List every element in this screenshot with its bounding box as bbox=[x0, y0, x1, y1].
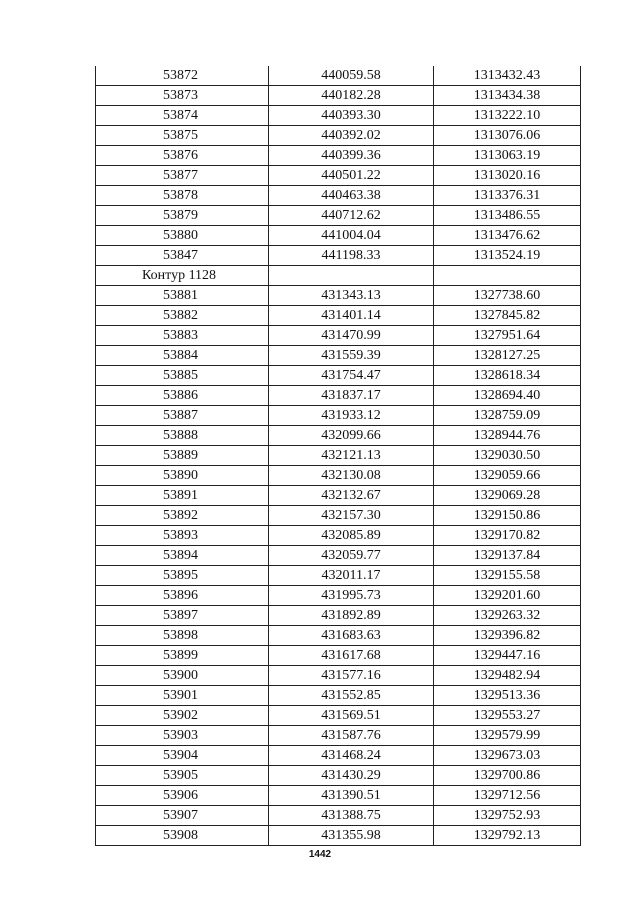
coordinates-table bbox=[95, 66, 581, 846]
point-id-cell: 53908 bbox=[96, 826, 269, 846]
point-id-cell: 53872 bbox=[96, 66, 269, 86]
table-row bbox=[96, 586, 581, 606]
x-coordinate-cell: 440399.36 bbox=[269, 146, 434, 166]
table-row bbox=[96, 606, 581, 626]
table-row bbox=[96, 626, 581, 646]
point-id-cell: 53892 bbox=[96, 506, 269, 526]
y-coordinate-cell: 1329263.32 bbox=[434, 606, 581, 626]
table-row bbox=[96, 306, 581, 326]
y-coordinate-cell: 1313524.19 bbox=[434, 246, 581, 266]
x-coordinate-cell: 431837.17 bbox=[269, 386, 434, 406]
table-row bbox=[96, 746, 581, 766]
point-id-cell: 53889 bbox=[96, 446, 269, 466]
table-row bbox=[96, 686, 581, 706]
table-row bbox=[96, 166, 581, 186]
y-coordinate-cell: 1329137.84 bbox=[434, 546, 581, 566]
table-row bbox=[96, 106, 581, 126]
table-row bbox=[96, 546, 581, 566]
y-coordinate-cell: 1313476.62 bbox=[434, 226, 581, 246]
y-coordinate-cell: 1329069.28 bbox=[434, 486, 581, 506]
x-coordinate-cell: 431355.98 bbox=[269, 826, 434, 846]
table-row bbox=[96, 226, 581, 246]
y-coordinate-cell: 1313434.38 bbox=[434, 86, 581, 106]
y-coordinate-cell: 1313020.16 bbox=[434, 166, 581, 186]
table-row bbox=[96, 706, 581, 726]
point-id-cell: 53893 bbox=[96, 526, 269, 546]
x-coordinate-cell: 431470.99 bbox=[269, 326, 434, 346]
point-id-cell: 53875 bbox=[96, 126, 269, 146]
point-id-cell: 53891 bbox=[96, 486, 269, 506]
point-id-cell: 53890 bbox=[96, 466, 269, 486]
table-row bbox=[96, 566, 581, 586]
point-id-cell: 53895 bbox=[96, 566, 269, 586]
y-coordinate-cell: 1329030.50 bbox=[434, 446, 581, 466]
table-row bbox=[96, 726, 581, 746]
y-coordinate-cell: 1329201.60 bbox=[434, 586, 581, 606]
x-coordinate-cell: 432059.77 bbox=[269, 546, 434, 566]
point-id-cell: 53899 bbox=[96, 646, 269, 666]
table-row bbox=[96, 446, 581, 466]
y-coordinate-cell: 1313486.55 bbox=[434, 206, 581, 226]
table-row bbox=[96, 126, 581, 146]
table-row bbox=[96, 146, 581, 166]
y-coordinate-cell: 1329170.82 bbox=[434, 526, 581, 546]
x-coordinate-cell: 431401.14 bbox=[269, 306, 434, 326]
y-coordinate-cell: 1329752.93 bbox=[434, 806, 581, 826]
x-coordinate-cell: 431587.76 bbox=[269, 726, 434, 746]
y-coordinate-cell: 1328694.40 bbox=[434, 386, 581, 406]
x-coordinate-cell: 440393.30 bbox=[269, 106, 434, 126]
contour-header-row bbox=[96, 266, 581, 286]
x-coordinate-cell: 431559.39 bbox=[269, 346, 434, 366]
x-coordinate-cell: 440392.02 bbox=[269, 126, 434, 146]
point-id-cell: 53873 bbox=[96, 86, 269, 106]
x-coordinate-cell: 432099.66 bbox=[269, 426, 434, 446]
y-coordinate-cell: 1328127.25 bbox=[434, 346, 581, 366]
point-id-cell: 53901 bbox=[96, 686, 269, 706]
table-row bbox=[96, 66, 581, 86]
table-row bbox=[96, 806, 581, 826]
y-coordinate-cell: 1329673.03 bbox=[434, 746, 581, 766]
table-row bbox=[96, 246, 581, 266]
point-id-cell: 53885 bbox=[96, 366, 269, 386]
y-coordinate-cell: 1329447.16 bbox=[434, 646, 581, 666]
y-coordinate-cell: 1313222.10 bbox=[434, 106, 581, 126]
table-row bbox=[96, 466, 581, 486]
x-coordinate-cell: 431552.85 bbox=[269, 686, 434, 706]
y-coordinate-cell: 1313432.43 bbox=[434, 66, 581, 86]
point-id-cell: 53877 bbox=[96, 166, 269, 186]
y-coordinate-cell: 1327738.60 bbox=[434, 286, 581, 306]
y-coordinate-cell: 1327951.64 bbox=[434, 326, 581, 346]
point-id-cell: 53884 bbox=[96, 346, 269, 366]
x-coordinate-cell: 431388.75 bbox=[269, 806, 434, 826]
y-coordinate-cell: 1329700.86 bbox=[434, 766, 581, 786]
coordinates-table-body bbox=[96, 66, 581, 846]
x-coordinate-cell: 432130.08 bbox=[269, 466, 434, 486]
y-coordinate-cell bbox=[434, 266, 581, 286]
table-row bbox=[96, 346, 581, 366]
x-coordinate-cell: 431577.16 bbox=[269, 666, 434, 686]
x-coordinate-cell: 431995.73 bbox=[269, 586, 434, 606]
point-id-cell: 53896 bbox=[96, 586, 269, 606]
x-coordinate-cell: 431892.89 bbox=[269, 606, 434, 626]
y-coordinate-cell: 1313076.06 bbox=[434, 126, 581, 146]
y-coordinate-cell: 1329150.86 bbox=[434, 506, 581, 526]
x-coordinate-cell: 431617.68 bbox=[269, 646, 434, 666]
table-row bbox=[96, 406, 581, 426]
point-id-cell: 53902 bbox=[96, 706, 269, 726]
point-id-cell: 53897 bbox=[96, 606, 269, 626]
y-coordinate-cell: 1327845.82 bbox=[434, 306, 581, 326]
y-coordinate-cell: 1329712.56 bbox=[434, 786, 581, 806]
x-coordinate-cell: 432132.67 bbox=[269, 486, 434, 506]
x-coordinate-cell: 440059.58 bbox=[269, 66, 434, 86]
y-coordinate-cell: 1328944.76 bbox=[434, 426, 581, 446]
point-id-cell: 53874 bbox=[96, 106, 269, 126]
point-id-cell: 53898 bbox=[96, 626, 269, 646]
y-coordinate-cell: 1313376.31 bbox=[434, 186, 581, 206]
point-id-cell: 53894 bbox=[96, 546, 269, 566]
x-coordinate-cell: 440463.38 bbox=[269, 186, 434, 206]
table-row bbox=[96, 826, 581, 846]
point-id-cell: 53847 bbox=[96, 246, 269, 266]
table-row bbox=[96, 506, 581, 526]
table-row bbox=[96, 646, 581, 666]
x-coordinate-cell: 431390.51 bbox=[269, 786, 434, 806]
table-row bbox=[96, 366, 581, 386]
y-coordinate-cell: 1329513.36 bbox=[434, 686, 581, 706]
table-row bbox=[96, 286, 581, 306]
x-coordinate-cell: 432085.89 bbox=[269, 526, 434, 546]
y-coordinate-cell: 1329579.99 bbox=[434, 726, 581, 746]
x-coordinate-cell: 431754.47 bbox=[269, 366, 434, 386]
table-row bbox=[96, 526, 581, 546]
x-coordinate-cell: 432121.13 bbox=[269, 446, 434, 466]
y-coordinate-cell: 1329396.82 bbox=[434, 626, 581, 646]
point-id-cell: 53878 bbox=[96, 186, 269, 206]
x-coordinate-cell: 431933.12 bbox=[269, 406, 434, 426]
x-coordinate-cell: 441198.33 bbox=[269, 246, 434, 266]
table-row bbox=[96, 206, 581, 226]
contour-label: Контур 1128 bbox=[96, 266, 269, 286]
point-id-cell: 53879 bbox=[96, 206, 269, 226]
x-coordinate-cell: 431343.13 bbox=[269, 286, 434, 306]
x-coordinate-cell: 440501.22 bbox=[269, 166, 434, 186]
x-coordinate-cell: 440182.28 bbox=[269, 86, 434, 106]
table-row bbox=[96, 326, 581, 346]
point-id-cell: 53907 bbox=[96, 806, 269, 826]
table-row bbox=[96, 486, 581, 506]
x-coordinate-cell: 432157.30 bbox=[269, 506, 434, 526]
y-coordinate-cell: 1313063.19 bbox=[434, 146, 581, 166]
x-coordinate-cell: 431430.29 bbox=[269, 766, 434, 786]
table-row bbox=[96, 766, 581, 786]
x-coordinate-cell: 441004.04 bbox=[269, 226, 434, 246]
x-coordinate-cell: 431468.24 bbox=[269, 746, 434, 766]
x-coordinate-cell bbox=[269, 266, 434, 286]
point-id-cell: 53883 bbox=[96, 326, 269, 346]
table-row bbox=[96, 386, 581, 406]
y-coordinate-cell: 1328759.09 bbox=[434, 406, 581, 426]
table-row bbox=[96, 86, 581, 106]
point-id-cell: 53903 bbox=[96, 726, 269, 746]
table-row bbox=[96, 426, 581, 446]
y-coordinate-cell: 1329059.66 bbox=[434, 466, 581, 486]
x-coordinate-cell: 431683.63 bbox=[269, 626, 434, 646]
x-coordinate-cell: 431569.51 bbox=[269, 706, 434, 726]
point-id-cell: 53886 bbox=[96, 386, 269, 406]
table-row bbox=[96, 786, 581, 806]
point-id-cell: 53880 bbox=[96, 226, 269, 246]
point-id-cell: 53900 bbox=[96, 666, 269, 686]
point-id-cell: 53888 bbox=[96, 426, 269, 446]
point-id-cell: 53887 bbox=[96, 406, 269, 426]
point-id-cell: 53904 bbox=[96, 746, 269, 766]
point-id-cell: 53906 bbox=[96, 786, 269, 806]
point-id-cell: 53905 bbox=[96, 766, 269, 786]
y-coordinate-cell: 1329553.27 bbox=[434, 706, 581, 726]
y-coordinate-cell: 1329792.13 bbox=[434, 826, 581, 846]
y-coordinate-cell: 1328618.34 bbox=[434, 366, 581, 386]
point-id-cell: 53876 bbox=[96, 146, 269, 166]
table-row bbox=[96, 666, 581, 686]
point-id-cell: 53881 bbox=[96, 286, 269, 306]
y-coordinate-cell: 1329482.94 bbox=[434, 666, 581, 686]
point-id-cell: 53882 bbox=[96, 306, 269, 326]
x-coordinate-cell: 432011.17 bbox=[269, 566, 434, 586]
x-coordinate-cell: 440712.62 bbox=[269, 206, 434, 226]
table-row bbox=[96, 186, 581, 206]
page-number: 1442 bbox=[308, 849, 332, 860]
y-coordinate-cell: 1329155.58 bbox=[434, 566, 581, 586]
